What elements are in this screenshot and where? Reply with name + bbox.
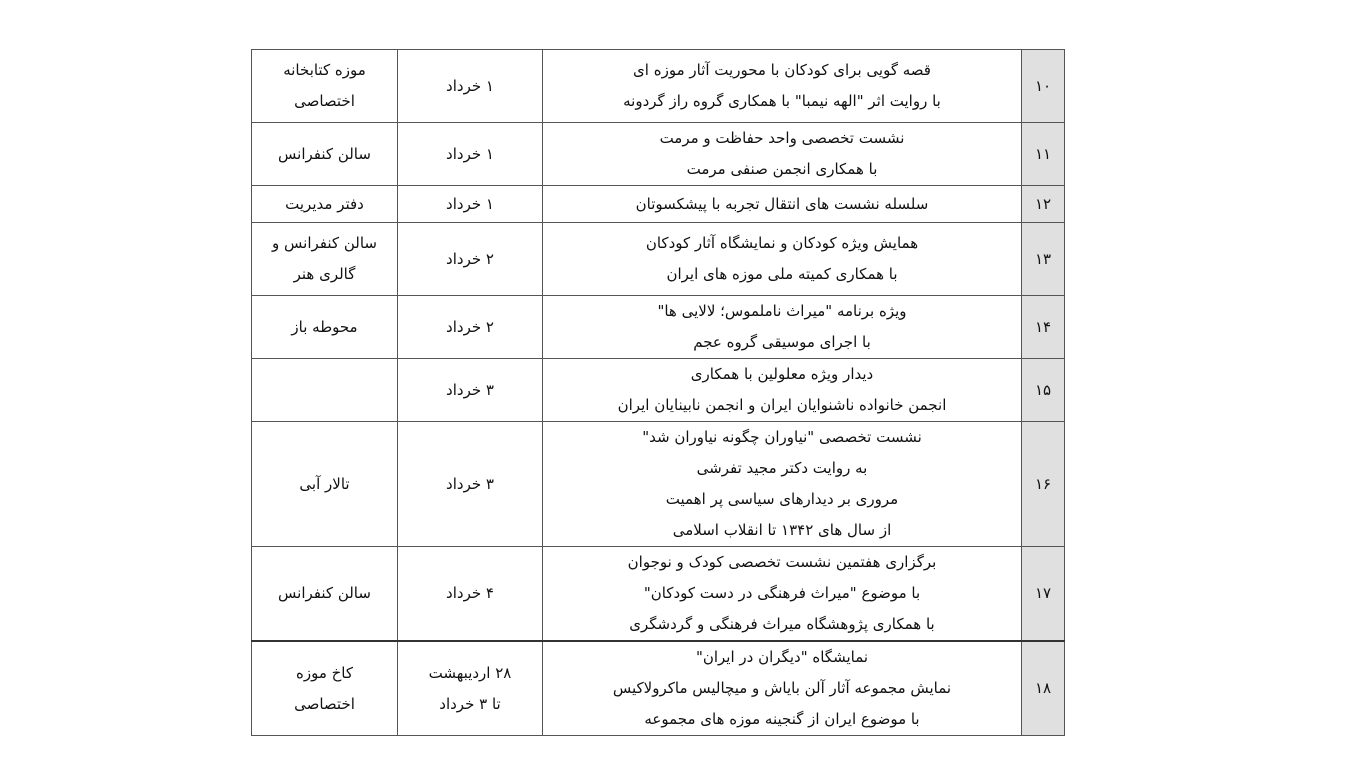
row-number: ۱۲ [1034, 194, 1052, 213]
event-place-cell [252, 641, 398, 736]
event-title-line: به روایت دکتر مجید تفرشی [696, 459, 868, 477]
event-title-line: برگزاری هفتمین نشست تخصصی کودک و نوجوان [627, 553, 937, 571]
table-row [252, 186, 1065, 223]
table-row [252, 296, 1065, 359]
row-number: ۱۴ [1034, 317, 1052, 336]
event-place-line: محوطه باز [291, 317, 358, 336]
event-place-cell [252, 422, 398, 547]
event-title-line: همایش ویژه کودکان و نمایشگاه آثار کودکان [645, 234, 919, 252]
table-row [252, 123, 1065, 186]
event-title-cell [543, 223, 1022, 296]
row-number: ۱۱ [1034, 144, 1052, 163]
event-date-cell [398, 186, 543, 223]
event-title-line: با همکاری انجمن صنفی مرمت [686, 160, 878, 178]
event-place-cell [252, 50, 398, 123]
event-date: ۱ خرداد [446, 144, 494, 163]
event-date: ۳ خرداد [446, 474, 494, 493]
events-table [251, 49, 1065, 736]
event-title-line: با همکاری پژوهشگاه میراث فرهنگی و گردشگری [629, 615, 935, 633]
event-title-line: انجمن خانواده ناشنوایان ایران و انجمن نابینایان ایران [617, 396, 947, 414]
event-title-line: با همکاری کمیته ملی موزه های ایران [666, 265, 898, 283]
event-title-line: نشست تخصصی واحد حفاظت و مرمت [659, 129, 905, 147]
event-date-cell [398, 641, 543, 736]
table-row [252, 422, 1065, 547]
event-title-line: دیدار ویژه معلولین با همکاری [690, 365, 874, 383]
event-title-cell [543, 641, 1022, 736]
row-number-cell [1022, 223, 1065, 296]
event-title-line: نمایش مجموعه آثار آلن بایاش و میچالیس ماکرولاکیس [612, 679, 952, 697]
event-date-cell [398, 50, 543, 123]
event-place-cell [252, 359, 398, 422]
event-date: ۳ خرداد [446, 380, 494, 399]
table-row [252, 50, 1065, 123]
event-date: ۲ خرداد [446, 249, 494, 268]
event-title-line: با موضوع ایران از گنجینه موزه های مجموعه [644, 710, 920, 728]
row-number-cell [1022, 641, 1065, 736]
events-table-body [252, 50, 1065, 736]
event-date: ۲ خرداد [446, 317, 494, 336]
event-place-line: موزه کتابخانه [283, 61, 366, 79]
event-title-line: نشست تخصصی "نیاوران چگونه نیاوران شد" [642, 428, 922, 446]
event-date-cell [398, 547, 543, 642]
event-place-line: سالن کنفرانس [278, 584, 371, 602]
event-title-line: سلسله نشست های انتقال تجربه با پیشکسوتان [635, 194, 929, 213]
event-title-line: با اجرای موسیقی گروه عجم [693, 333, 871, 351]
table-row [252, 359, 1065, 422]
row-number: ۱۰ [1034, 76, 1052, 95]
row-number-cell [1022, 186, 1065, 223]
row-number: ۱۸ [1034, 679, 1052, 697]
event-place-cell [252, 123, 398, 186]
event-date-cell [398, 223, 543, 296]
event-place-line: کاخ موزه [295, 663, 354, 682]
event-place-cell [252, 547, 398, 642]
event-title-cell [543, 422, 1022, 547]
event-date-cell [398, 422, 543, 547]
event-place-line: سالن کنفرانس و [272, 234, 377, 252]
event-title-line: با روایت اثر "الهه نیمبا" با همکاری گروه راز گردونه [623, 92, 941, 110]
event-place-line: سالن کنفرانس [278, 144, 371, 163]
event-title-cell [543, 123, 1022, 186]
row-number-cell [1022, 50, 1065, 123]
row-number-cell [1022, 359, 1065, 422]
event-date: ۱ خرداد [446, 194, 494, 213]
event-place-cell [252, 186, 398, 223]
event-title-cell [543, 186, 1022, 223]
table-row [252, 547, 1065, 642]
event-place-cell [252, 223, 398, 296]
table-row [252, 641, 1065, 736]
event-date-line: ۲۸ اردیبهشت [428, 663, 512, 682]
event-date-line: تا ۳ خرداد [439, 694, 501, 713]
event-title-line: از سال های ۱۳۴۲ تا انقلاب اسلامی [672, 521, 892, 539]
row-number-cell [1022, 422, 1065, 547]
event-title-line: ویژه برنامه "میراث ناملموس؛ لالایی ها" [657, 302, 907, 320]
event-place-line: اختصاصی [294, 92, 355, 110]
row-number-cell [1022, 123, 1065, 186]
event-date-cell [398, 359, 543, 422]
row-number-cell [1022, 296, 1065, 359]
event-place-cell [252, 296, 398, 359]
event-date: ۱ خرداد [446, 76, 494, 95]
event-place-line: گالری هنر [293, 265, 356, 283]
event-title-line: نمایشگاه "دیگران در ایران" [695, 648, 869, 666]
row-number: ۱۷ [1034, 584, 1052, 602]
table-row [252, 223, 1065, 296]
event-title-cell [543, 359, 1022, 422]
event-title-line: مروری بر دیدارهای سیاسی پر اهمیت [665, 490, 899, 508]
event-title-cell [543, 50, 1022, 123]
event-date-cell [398, 123, 543, 186]
row-number: ۱۵ [1034, 380, 1052, 399]
row-number-cell [1022, 547, 1065, 642]
event-title-cell [543, 547, 1022, 642]
row-number: ۱۶ [1034, 474, 1052, 493]
event-place-line: تالار آبی [299, 474, 350, 493]
event-place-line: اختصاصی [294, 694, 355, 713]
event-place-line: دفتر مدیریت [285, 194, 364, 213]
event-title-line: قصه گویی برای کودکان با محوریت آثار موزه ای [633, 61, 931, 79]
event-date: ۴ خرداد [446, 584, 494, 602]
row-number: ۱۳ [1034, 249, 1052, 268]
event-title-line: با موضوع "میراث فرهنگی در دست کودکان" [643, 584, 921, 602]
event-date-cell [398, 296, 543, 359]
event-title-cell [543, 296, 1022, 359]
